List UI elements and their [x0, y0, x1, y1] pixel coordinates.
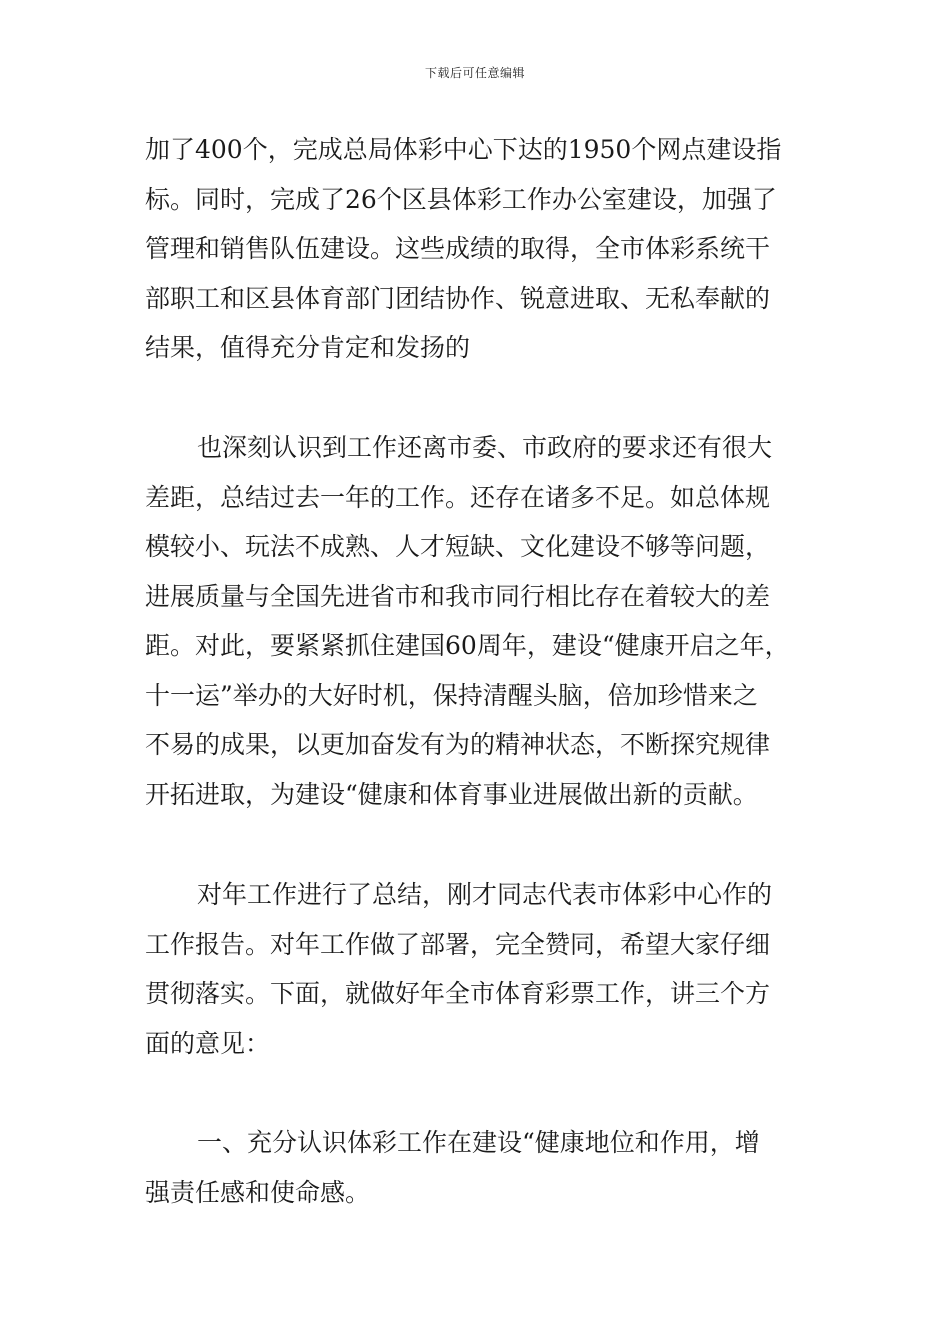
- paragraph-1: [145, 125, 815, 373]
- paragraph-line: 进展质量与全国先进省市和我市同行相比存在着较大的差: [145, 581, 771, 611]
- paragraph-line: 一、充分认识体彩工作在建设“健康地位和作用，增: [197, 1128, 760, 1157]
- paragraph-line: 距。对此，要紧紧抓住建国60周年，建设“健康开启之年，: [145, 631, 790, 660]
- paragraph-line: 开拓进取，为建设“健康和体育事业进展做出新的贡献。: [145, 779, 758, 809]
- paragraph-3: [145, 870, 815, 1068]
- paragraph-line: 管理和销售队伍建设。这些成绩的取得，全市体彩系统干: [145, 234, 771, 263]
- paragraph-line: 不易的成果，以更加奋发有为的精神状态，不断探究规律: [145, 730, 771, 759]
- paragraph-line: 十一运”举办的大好时机，保持清醒头脑，倍加珍惜来之: [145, 680, 758, 710]
- paragraph-line: 面的意见：: [145, 1028, 271, 1058]
- paragraph-line: 部职工和区县体育部门团结协作、锐意进取、无私奉献的: [145, 283, 771, 313]
- paragraph-line: 模较小、玩法不成熟、人才短缺、文化建设不够等问题，: [145, 532, 771, 561]
- page-header: 下载后可任意编辑: [424, 66, 525, 80]
- paragraph-line: 标。同时，完成了26个区县体彩工作办公室建设，加强了: [145, 184, 777, 214]
- paragraph-line: 贯彻落实。下面，就做好年全市体育彩票工作，讲三个方: [145, 979, 771, 1008]
- paragraph-line: 强责任感和使命感。: [145, 1177, 371, 1207]
- paragraph-line: 也深刻认识到工作还离市委、市政府的要求还有很大: [197, 433, 773, 462]
- paragraph-line: 对年工作进行了总结，刚才同志代表市体彩中心作的: [197, 880, 773, 909]
- paragraph-line: 结果，值得充分肯定和发扬的: [145, 333, 471, 362]
- paragraph-4: [145, 1118, 815, 1217]
- paragraph-line: 工作报告。对年工作做了部署，完全赞同，希望大家仔细: [145, 929, 771, 959]
- paragraph-2: [145, 423, 815, 819]
- paragraph-line: 差距，总结过去一年的工作。还存在诸多不足。如总体规: [145, 482, 771, 512]
- paragraph-line: 加了400个，完成总局体彩中心下达的1950个网点建设指: [145, 135, 782, 164]
